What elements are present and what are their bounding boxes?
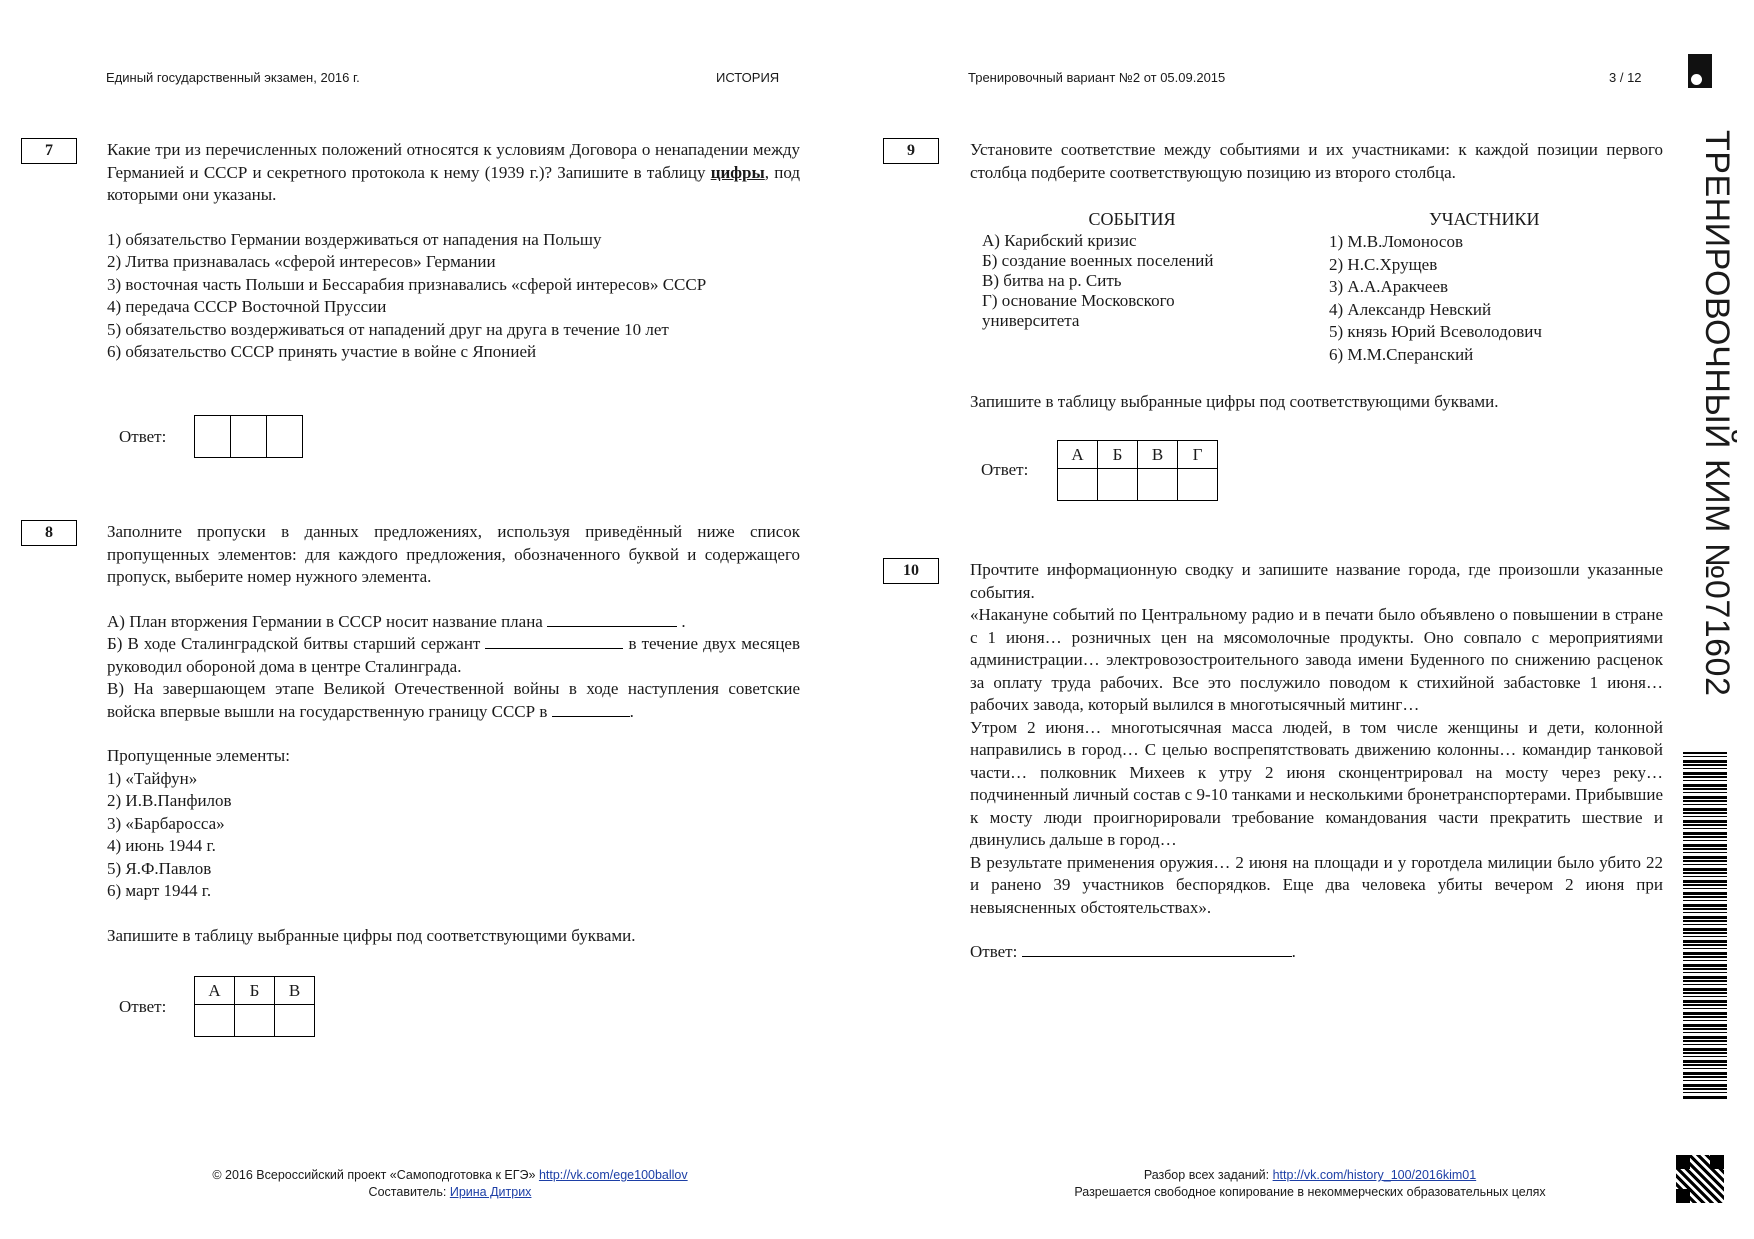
q8-intro: Заполните пропуски в данных предложениях, используя приведённый ниже список пропущенных элементов: для каждого предложения, обозначенного буквой и содержащего пропуск, выберите номер нужного элемента.	[107, 522, 800, 586]
q7-option-2: 2) Литва признавалась «сферой интересов» Германии	[107, 252, 496, 271]
q7-answer-table	[194, 415, 303, 458]
q9-letter-b: Б	[1098, 441, 1138, 469]
q9-participant-6: 6) М.М.Сперанский	[1329, 344, 1474, 364]
header-variant: Тренировочный вариант №2 от 05.09.2015	[968, 70, 1226, 85]
q9-event-c: В) битва на р. Сить	[982, 271, 1122, 290]
q8-sentence-c: В) На завершающем этапе Великой Отечественной войны в ходе наступления советские войска впервые вышли на государственную границу СССР в	[107, 679, 800, 721]
q9-participants-column	[1329, 209, 1649, 366]
side-title-wrap	[1654, 130, 1754, 730]
q7-text-before: Какие три из перечисленных положений относятся к условиям Договора о ненападении между Германией и СССР и секретного протокола к нему (1939 г.)? Запишите в таблицу	[107, 140, 800, 182]
footer-right-label: Разбор всех заданий:	[1143, 1168, 1270, 1182]
q7-answer-cell[interactable]	[231, 416, 267, 458]
q9-letter-d: Г	[1178, 441, 1218, 469]
q8-sentence-b-start: Б) В ходе Сталинградской битвы старший сержант	[107, 634, 481, 653]
q9-events-column	[982, 209, 1282, 331]
q7-answer-label: Ответ:	[119, 427, 167, 446]
q7-text-emphasis: цифры	[710, 162, 765, 182]
q8-letter-c: В	[275, 977, 315, 1005]
q7-option-4: 4) передача СССР Восточной Пруссии	[107, 297, 387, 316]
q8-answer-cell[interactable]	[195, 1005, 235, 1037]
q10-paragraph-2: Утром 2 июня… многотысячная масса людей, в том числе женщины и дети, колонной направились в город… С целью воспрепятствовать движению колонны… командир танковой части… полковник Михеев к утру 2 июня сконцентрировал на мосту через реку… подчиненный личный состав с 9-10 танками и несколькими бронетранспортерами. Прибывшие к мосту люди проигнорировали требование командования части прекратить шествие и двинулись дальше в город…	[970, 717, 1663, 849]
q8-letter-b: Б	[235, 977, 275, 1005]
q9-answer-table	[1057, 440, 1218, 501]
q9-participant-2: 2) Н.С.Хрущев	[1329, 254, 1438, 274]
footer-right-license: Разрешается свободное копирование в некоммерческих образовательных целях	[1074, 1185, 1546, 1199]
q9-answer-cell[interactable]	[1138, 469, 1178, 501]
footer-left-link[interactable]: http://vk.com/ege100ballov	[538, 1168, 688, 1182]
q8-blank-b[interactable]	[485, 633, 623, 649]
footer-right-link[interactable]: http://vk.com/history_100/2016kim01	[1272, 1168, 1477, 1182]
footer-left-copyright: © 2016 Всероссийский проект «Самоподготовка к ЕГЭ»	[212, 1168, 536, 1182]
q9-events-title: СОБЫТИЯ	[1088, 209, 1176, 229]
q9-instruction: Запишите в таблицу выбранные цифры под соответствующими буквами.	[970, 392, 1499, 411]
q9-answer-cell[interactable]	[1098, 469, 1138, 501]
question-number-10: 10	[883, 558, 939, 584]
q10-answer-label: Ответ:	[970, 942, 1018, 961]
side-title: ТРЕНИРОВОЧНЫЙ КИМ №071602	[1698, 130, 1736, 697]
q8-element-2: 2) И.В.Панфилов	[107, 791, 232, 810]
q8-sentence-b-end: в течение двух месяцев руководил обороной дома в центре Сталинграда.	[107, 634, 801, 676]
q9-participant-5: 5) князь Юрий Всеволодович	[1329, 322, 1542, 341]
q8-element-6: 6) март 1944 г.	[107, 881, 212, 900]
q8-missing-title: Пропущенные элементы:	[107, 746, 290, 765]
footer-left-author-label: Составитель:	[368, 1185, 447, 1199]
question-10-text: Прочтите информационную сводку и запишите название города, где произошли указанные события. «Накануне событий по Центральному радио и в печати было объявлено о повышении в стране с 1 июня… розничных цен на мясомолочные продукты. Оно совпало с мероприятиями администрации… электровозостроительного завода имени Буденного по снижению расценок за оплату труда рабочих. Все это послужило поводом к стихийной забастовке 1 июня… рабочих завода, который вылился в многотысячный митинг… Утром 2 июня… многотысячная масса людей, в том числе женщины и дети, колонной направились в город… С целью воспрепятствовать движению колонны… командир танковой части… полковник Михеев к утру 2 июня сконцентрировал на мосту через реку… подчиненный личный состав с 9-10 танками и несколькими бронетранспортерами. Прибывшие к мосту люди проигнорировали требование командования части прекратить шествие и двинулись дальше в город… В результате применения оружия… 2 июня на площади и у горотдела милиции было убито 22 и ранено 39 участников беспорядков. Еще два человека убиты вечером 2 июня при невыясненных обстоятельствах». Ответ: .	[970, 560, 1663, 961]
q8-sentence-a: А) План вторжения Германии в СССР носит название плана	[107, 611, 543, 631]
question-number-8: 8	[21, 520, 77, 546]
q10-paragraph-3: В результате применения оружия… 2 июня на площади и у горотдела милиции было убито 22 и ранено 39 участников беспорядков. Еще два человека убиты вечером 2 июня при невыясненных обстоятельствах».	[970, 852, 1663, 917]
footer-right	[980, 1167, 1640, 1201]
q8-instruction: Запишите в таблицу выбранные цифры под соответствующими буквами.	[107, 925, 636, 945]
question-8-text: Заполните пропуски в данных предложениях, используя приведённый ниже список пропущенных элементов: для каждого предложения, обозначенного буквой и содержащего пропуск, выберите номер нужного элемента. А) План вторжения Германии в СССР носит название плана . Б) В ходе Сталинградской битвы старший сержант в течение двух месяцев руководил обороной дома в центре Сталинграда. В) На завершающем этапе Великой Отечественной войны в ходе наступления советские войска впервые вышли на государственную границу СССР в . Пропущенные элементы: 1) «Тайфун» 2) И.В.Панфилов 3) «Барбаросса» 4) июнь 1944 г. 5) Я.Ф.Павлов 6) март 1944 г. Запишите в таблицу выбранные цифры под соответствующими буквами.	[107, 521, 800, 947]
q7-option-5: 5) обязательство воздерживаться от нападений друг на друга в течение 10 лет	[107, 319, 669, 339]
question-7-text	[107, 139, 800, 364]
q8-blank-c[interactable]	[552, 701, 630, 717]
q8-element-3: 3) «Барбаросса»	[107, 813, 225, 833]
q8-answer-cell[interactable]	[275, 1005, 315, 1037]
corner-marker-icon	[1688, 54, 1712, 88]
q9-letter-c: В	[1138, 441, 1178, 469]
q9-participants-title: УЧАСТНИКИ	[1429, 209, 1540, 229]
q9-answer-cell[interactable]	[1178, 469, 1218, 501]
q8-answer-cell[interactable]	[235, 1005, 275, 1037]
qr-code-icon	[1676, 1155, 1724, 1203]
q8-element-5: 5) Я.Ф.Павлов	[107, 858, 212, 878]
q7-answer-cell[interactable]	[195, 416, 231, 458]
q10-answer-field[interactable]	[1022, 941, 1292, 957]
q10-paragraph-1: «Накануне событий по Центральному радио и в печати было объявлено о повышении в стране с 1 июня… розничных цен на мясомолочные продукты. Оно совпало с мероприятиями администрации… электровозостроительного завода имени Буденного по снижению расценок за оплату труда рабочих. Все это послужило поводом к стихийной забастовке 1 июня… рабочих завода, который вылился в многотысячный митинг…	[970, 605, 1663, 714]
header-subject: ИСТОРИЯ	[716, 70, 780, 85]
footer-left	[120, 1167, 780, 1201]
footer-left-author-link[interactable]: Ирина Дитрих	[449, 1185, 532, 1199]
q7-answer-cell[interactable]	[267, 416, 303, 458]
question-number-9: 9	[883, 138, 939, 164]
q7-text-after: , под которыми они указаны.	[107, 162, 800, 204]
barcode-icon	[1683, 752, 1727, 1100]
q9-intro: Установите соответствие между событиями и их участниками: к каждой позиции первого столбца подберите соответствующую позицию из второго столбца.	[970, 140, 1663, 182]
q9-event-a: А) Карибский кризис	[982, 231, 1137, 250]
q7-option-3: 3) восточная часть Польши и Бессарабия признавались «сферой интересов» СССР	[107, 274, 707, 294]
q10-intro: Прочтите информационную сводку и запишите название города, где произошли указанные события.	[970, 560, 1663, 602]
q9-answer-cell[interactable]	[1058, 469, 1098, 501]
q9-answer-label: Ответ:	[981, 460, 1029, 479]
question-number-7: 7	[21, 138, 77, 164]
q8-element-4: 4) июнь 1944 г.	[107, 836, 216, 855]
q9-participant-1: 1) М.В.Ломоносов	[1329, 232, 1463, 251]
q9-participant-4: 4) Александр Невский	[1329, 299, 1492, 319]
q9-event-b: Б) создание военных поселений	[982, 251, 1214, 270]
q8-answer-table	[194, 976, 315, 1037]
header-page-number: 3 / 12	[1609, 70, 1642, 85]
q9-participant-3: 3) А.А.Аракчеев	[1329, 277, 1449, 296]
q8-blank-a[interactable]	[547, 611, 677, 627]
q9-letter-a: А	[1058, 441, 1098, 469]
q7-option-6: 6) обязательство СССР принять участие в войне с Японией	[107, 342, 537, 361]
header-exam-title: Единый государственный экзамен, 2016 г.	[106, 70, 360, 85]
q8-element-1: 1) «Тайфун»	[107, 768, 198, 788]
q9-event-d: Г) основание Московского университета	[982, 291, 1175, 330]
q8-answer-label: Ответ:	[119, 997, 167, 1016]
q7-option-1: 1) обязательство Германии воздерживаться от нападения на Польшу	[107, 229, 602, 249]
q8-letter-a: А	[195, 977, 235, 1005]
